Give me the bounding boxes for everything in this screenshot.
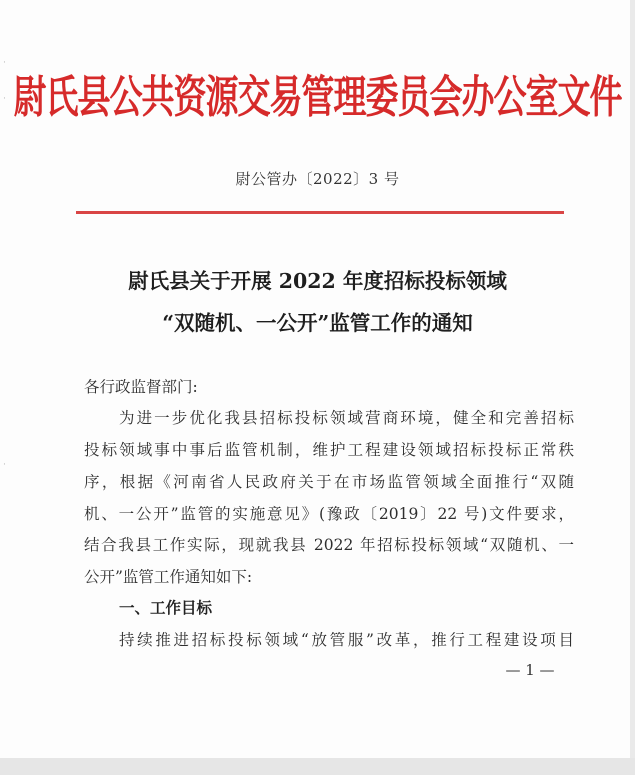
paragraph-line: 序，根据《河南省人民政府关于在市场监管领域全面推行“双随 [84,473,574,491]
page-number: — 1 — [505,661,555,679]
scan-speck: · [3,460,6,470]
red-divider-line [76,211,564,214]
paragraph-line: 为进一步优化我县招标投标领域营商环境，健全和完善招标 [119,409,574,427]
scan-bottom-edge [0,758,635,775]
scan-speck: · [3,58,6,68]
addressee: 各行政监督部门: [84,378,198,396]
document-title-line-2: “双随机、一公开”监管工作的通知 [162,311,473,335]
paragraph-line: 机、一公开”监管的实施意见》(豫政〔2019〕22 号)文件要求， [84,505,574,523]
document-masthead: 尉氏县公共资源交易管理委员会办公室文件 [13,70,622,123]
scan-speck: · [3,94,6,104]
document-title-line-1: 尉氏县关于开展 2022 年度招标投标领域 [128,269,507,293]
section-heading: 一、工作目标 [119,599,213,617]
document-number: 尉公管办〔2022〕3 号 [235,170,400,188]
paragraph-line: 持续推进招标投标领域“放管服”改革，推行工程建设项目 [119,631,574,649]
paragraph-line: 结合我县工作实际，现就我县 2022 年招标投标领域“双随机、一 [84,536,574,554]
paragraph-line: 公开”监管工作通知如下: [84,568,253,586]
paragraph-line: 投标领域事中事后监管机制，维护工程建设领域招标投标正常秩 [84,441,574,459]
